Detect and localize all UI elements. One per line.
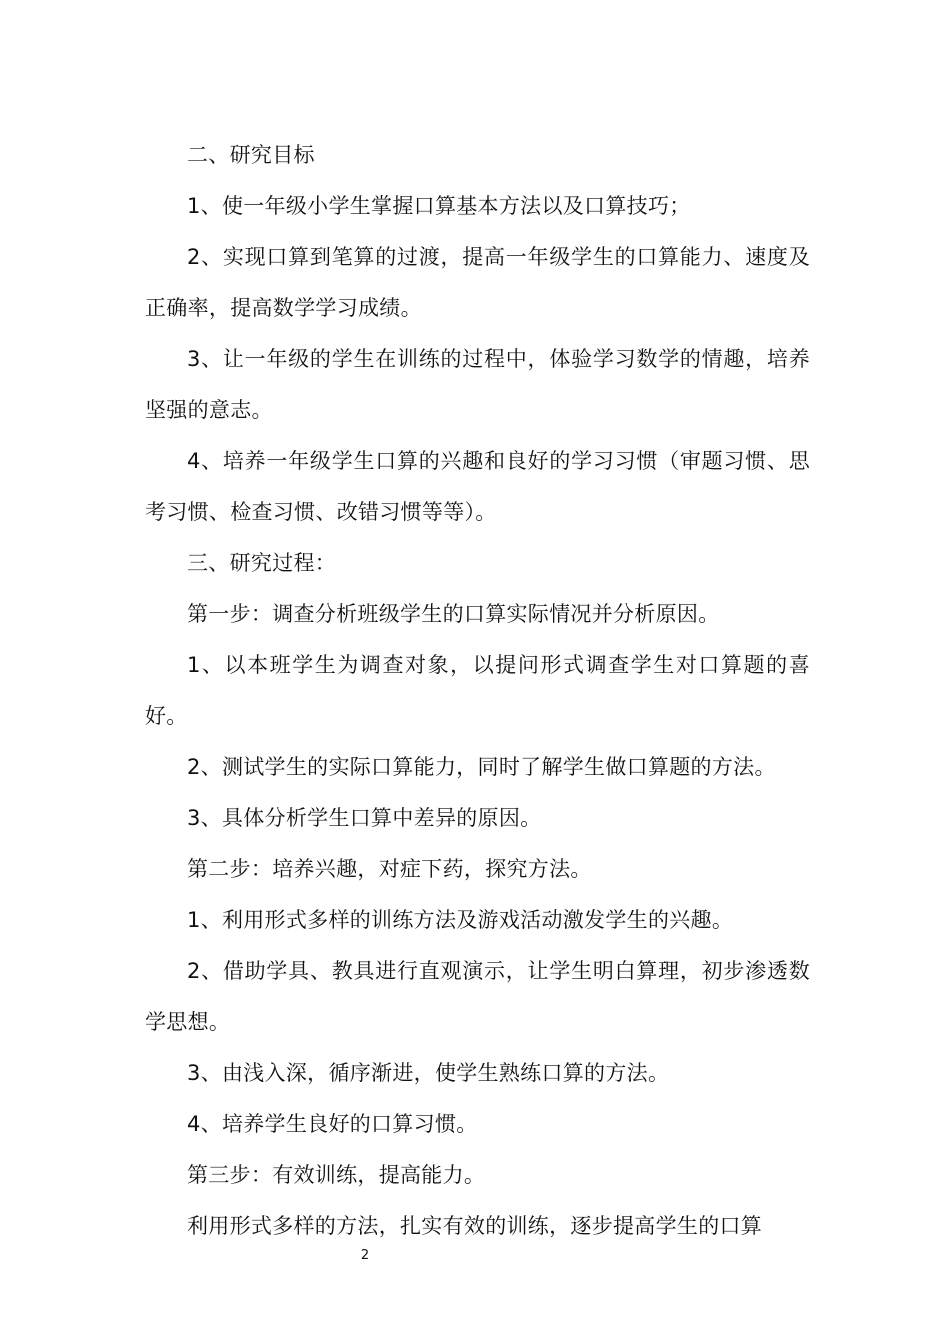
step-two-item-1: 1、利用形式多样的训练方法及游戏活动激发学生的兴趣。 [187, 908, 734, 932]
step-three-paragraph: 利用形式多样的方法，扎实有效的训练，逐步提高学生的口算 [187, 1214, 763, 1238]
step-one-item-3: 3、具体分析学生口算中差异的原因。 [187, 806, 542, 830]
section-heading-research-process: 三、研究过程： [187, 551, 337, 575]
step-two-item-3: 3、由浅入深，循序渐进，使学生熟练口算的方法。 [187, 1061, 670, 1085]
goal-item-1: 1、使一年级小学生掌握口算基本方法以及口算技巧； [187, 194, 691, 218]
step-two-item-2: 2、借助学具、教具进行直观演示，让学生明白算理，初步渗透数学思想。 [145, 959, 810, 1034]
step-three-heading: 第三步：有效训练，提高能力。 [187, 1163, 486, 1187]
step-one-item-2: 2、测试学生的实际口算能力，同时了解学生做口算题的方法。 [187, 755, 776, 779]
step-two-item-4: 4、培养学生良好的口算习惯。 [187, 1112, 478, 1136]
step-one-heading: 第一步：调查分析班级学生的口算实际情况并分析原因。 [187, 602, 720, 626]
goal-item-2: 2、实现口算到笔算的过渡，提高一年级学生的口算能力、速度及正确率，提高数学学习成绩。 [145, 245, 810, 320]
page-number: 2 [360, 1248, 370, 1263]
page-number-footer [0, 1248, 950, 1263]
body-text [145, 130, 810, 1252]
goal-item-3: 3、让一年级的学生在训练的过程中，体验学习数学的情趣，培养坚强的意志。 [145, 347, 810, 422]
goal-item-4: 4、培养一年级学生口算的兴趣和良好的学习习惯（审题习惯、思考习惯、检查习惯、改错习惯等等）。 [145, 449, 810, 524]
step-one-item-1: 1、以本班学生为调查对象，以提问形式调查学生对口算题的喜好。 [145, 653, 810, 728]
step-two-heading: 第二步：培养兴趣，对症下药，探究方法。 [187, 857, 592, 881]
section-heading-research-goals: 二、研究目标 [187, 143, 315, 167]
